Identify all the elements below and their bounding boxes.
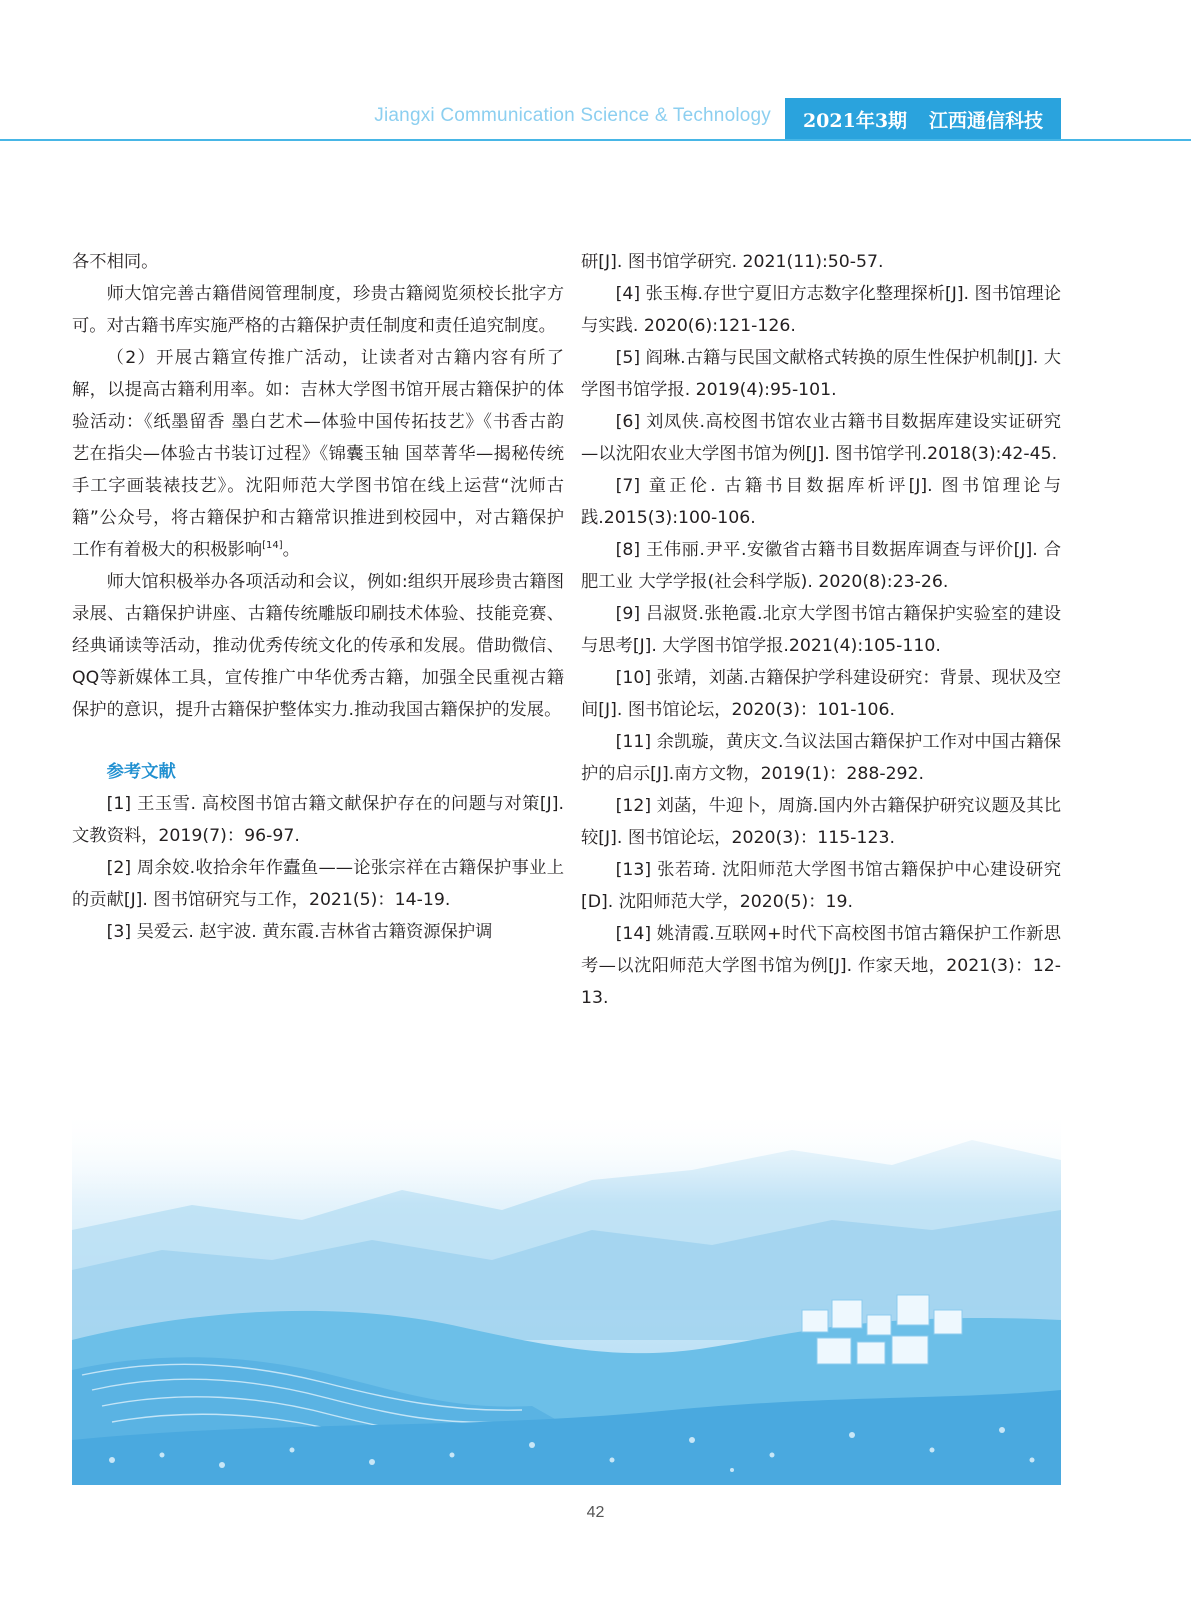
journal-chinese-title: 江西通信科技 (929, 110, 1044, 132)
reference-item: [12] 刘菡，牛迎卜，周旖.国内外古籍保护研究议题及其比较[J]. 图书馆论坛，2020(3)：115-123. (581, 796, 1061, 848)
header-rule (0, 139, 1191, 141)
issue-label: 2021年3期 (802, 110, 908, 132)
citation-marker: [14] (262, 540, 283, 552)
references-heading: 参考文献 (106, 762, 176, 782)
journal-english-title: Jiangxi Communication Science & Technology (374, 105, 771, 126)
reference-item: [1] 王玉雪. 高校图书馆古籍文献保护存在的问题与对策[J].文教资料，2019(7)：96-97. (72, 794, 564, 846)
reference-item: [7] 童正伦. 古籍书目数据库析评[J]. 图书馆理论与践.2015(3):100-106. (581, 476, 1061, 528)
reference-item: [10] 张靖，刘菡.古籍保护学科建设研究：背景、现状及空间[J]. 图书馆论坛，2020(3)：101-106. (581, 668, 1061, 720)
reference-item: [6] 刘凤侠.高校图书馆农业古籍书目数据库建设实证研究—以沈阳农业大学图书馆为例[J]. 图书馆学刊.2018(3):42-45. (581, 412, 1061, 464)
paragraph-end: 。 (282, 540, 300, 560)
reference-item: [8] 王伟丽.尹平.安徽省古籍书目数据库调查与评价[J]. 合肥工业 大学学报(社会科学版). 2020(8):23-26. (581, 540, 1061, 592)
reference-item: [3] 吴爱云. 赵宇波. 黄东霞.吉林省古籍资源保护调 (106, 922, 493, 942)
body-paragraph: 各不相同。 (72, 252, 159, 272)
journal-issue-banner (785, 98, 1061, 141)
right-column (581, 246, 1061, 1014)
landscape-photo (72, 1110, 1061, 1485)
body-paragraph: 师大馆完善古籍借阅管理制度，珍贵古籍阅览须校长批字方可。对古籍书库实施严格的古籍保护责任制度和责任追究制度。 (72, 284, 564, 336)
body-paragraph (72, 342, 564, 566)
paragraph-text: （2）开展古籍宣传推广活动，让读者对古籍内容有所了解，以提高古籍利用率。如：吉林大学图书馆开展古籍保护的体验活动：《纸墨留香 墨白艺术—体验中国传拓技艺》《书香古韵 艺在指尖—体验古书装订过程》《锦囊玉轴 国萃菁华—揭秘传统手工字画装裱技艺》。沈阳师范大学图书馆在线上运营“沈师古籍”公众号，将古籍保护和古籍常识推进到校园中，对古籍保护工作有着极大的积极影响 (72, 348, 564, 560)
reference-item: [4] 张玉梅.存世宁夏旧方志数字化整理探析[J]. 图书馆理论与实践. 2020(6):121-126. (581, 284, 1061, 336)
body-paragraph: 师大馆积极举办各项活动和会议，例如:组织开展珍贵古籍图录展、古籍保护讲座、古籍传统雕版印刷技术体验、技能竞赛、经典诵读等活动，推动优秀传统文化的传承和发展。借助微信、QQ等新媒体工具，宣传推广中华优秀古籍，加强全民重视古籍保护的意识，提升古籍保护整体实力.推动我国古籍保护的发展。 (72, 572, 564, 720)
page-number: 42 (586, 1504, 605, 1521)
reference-item: [13] 张若琦. 沈阳师范大学图书馆古籍保护中心建设研究[D]. 沈阳师范大学，2020(5)：19. (581, 860, 1061, 912)
reference-item: [11] 余凯璇，黄庆文.刍议法国古籍保护工作对中国古籍保护的启示[J].南方文物，2019(1)：288-292. (581, 732, 1061, 784)
reference-item: [9] 吕淑贤.张艳霞.北京大学图书馆古籍保护实验室的建设与思考[J]. 大学图书馆学报.2021(4):105-110. (581, 604, 1061, 656)
reference-item: [2] 周余姣.收拾余年作蠹鱼——论张宗祥在古籍保护事业上的贡献[J]. 图书馆研究与工作，2021(5)：14-19. (72, 858, 564, 910)
reference-item: 研[J]. 图书馆学研究. 2021(11):50-57. (581, 252, 884, 272)
reference-item: [14] 姚清霞.互联网+时代下高校图书馆古籍保护工作新思考—以沈阳师范大学图书馆为例[J]. 作家天地，2021(3)：12-13. (581, 924, 1061, 1008)
left-column (72, 246, 564, 948)
reference-item: [5] 阎琳.古籍与民国文献格式转换的原生性保护机制[J]. 大学图书馆学报. 2019(4):95-101. (581, 348, 1061, 400)
